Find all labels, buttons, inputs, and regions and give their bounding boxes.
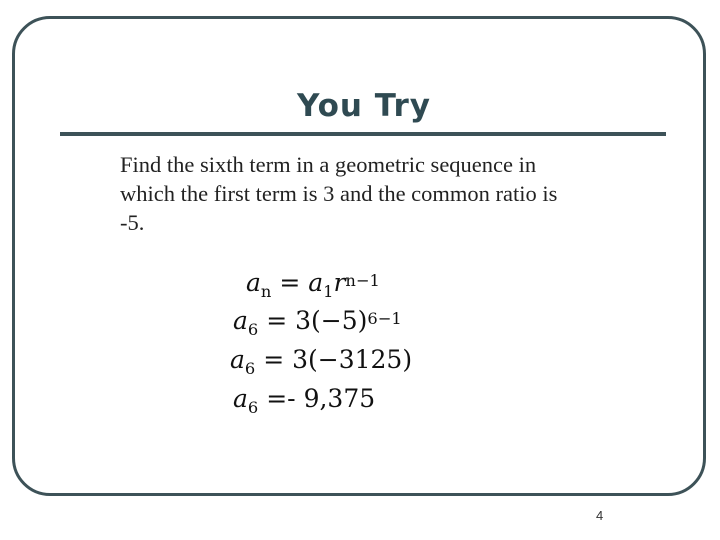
result-value: 9,375 [303,384,376,413]
exponent: 6−1 [367,309,402,329]
rhs-expression: 3(−3125) [292,345,413,374]
lhs-variable: a [246,268,261,297]
ratio-variable: r [333,268,346,297]
lhs-subscript: 6 [244,358,256,378]
exponent: n−1 [345,271,380,291]
lhs-variable: a [233,384,248,413]
equation-simplified: $a_6 = 3(-3125)$ [230,345,413,378]
rhs-subscript: 1 [323,281,334,301]
problem-statement: Find the sixth term in a geometric sequence in which the first term is 3 and the common ratio is -5. [120,152,558,235]
slide-title: You Try [297,88,431,124]
lhs-variable: a [230,345,245,374]
lhs-subscript: 6 [247,319,259,339]
rhs-variable: a [308,268,324,297]
equation-general-formula: $a_n = a_1r^{n-1}$ [246,268,380,301]
lhs-subscript: 6 [247,397,259,417]
lhs-variable: a [233,306,248,335]
page-number: 4 [596,508,604,523]
equation-substitution: $a_6 = 3(-5)^{6-1}$ [233,306,402,339]
lhs-subscript: n [260,281,272,301]
rhs-expression: 3(−5) [295,306,368,335]
equation-result [233,384,376,417]
title-divider [60,132,666,136]
equals-sign: =- [266,384,296,413]
